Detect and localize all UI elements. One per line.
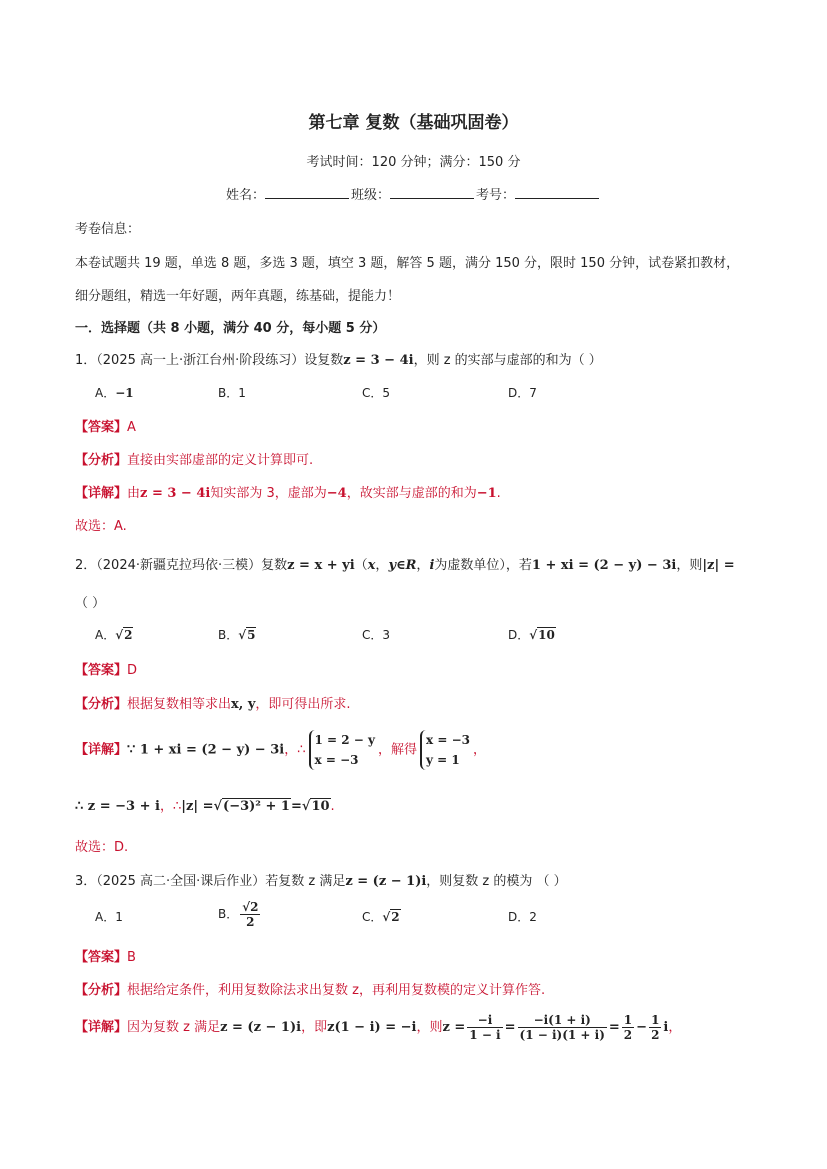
q1-analysis: 【分析】直接由实部虚部的定义计算即可. [75,453,314,468]
q3-option-d[interactable]: D．2 [508,910,537,924]
exam-time-info: 考试时间：120 分钟；满分：150 分 [306,155,521,170]
q3-option-c[interactable]: C．√2 [362,910,400,924]
q2-system-2: x = −3 y = 1 [420,730,470,770]
q2-system-1: 1 = 2 − y x = −3 [309,730,376,770]
student-info-row [0,184,827,203]
q2-option-c[interactable]: C．3 [362,628,391,642]
number-blank[interactable] [515,186,599,199]
q2-option-d[interactable]: D．√10 [508,628,555,642]
q1-option-a[interactable]: A．−1 [95,386,134,400]
section-title: 一．选择题（共 8 小题，满分 40 分，每小题 5 分） [75,321,386,336]
q2-detail: 【详解】∵ 1 + xi = (2 − y) − 3i，∴ 1 = 2 − y x = −3 ，解得 x = −3 y = 1 ， [75,730,486,770]
q3-analysis: 【分析】根据给定条件，利用复数除法求出复数 z，再利用复数模的定义计算作答. [75,983,546,998]
q2-analysis: 【分析】根据复数相等求出x, y，即可得出所求. [75,697,351,712]
q3-stem: 3．（2025 高二·全国·课后作业）若复数 z 满足z = (z − 1)i，则复数 z 的模为 （ ） [75,874,567,889]
q2-paren: （ ） [75,596,106,611]
q2-answer: 【答案】D [75,663,138,678]
number-label: 考号： [476,188,516,203]
q1-equation: z = 3 − 4i [343,353,414,368]
q1-option-c[interactable]: C．5 [362,386,391,400]
q1-option-d[interactable]: D．7 [508,386,537,400]
intro-line-2: 细分题组，精选一年好题，两年真题，练基础，提能力！ [75,289,401,304]
q3-option-a[interactable]: A．1 [95,910,123,924]
q3-option-b[interactable]: B． $\frac{√2}{2}$ [218,900,259,929]
q3-answer: 【答案】B [75,950,136,965]
q3-detail: 【详解】因为复数 z 满足z = (z − 1)i，即z(1 − i) = −i，则z = $\frac{-i}{1 - i}$ = $\frac{-i(1 + i)}{(1 - i)(1 + i)}$ = $\frac{1}{2}$ − $\frac{1}{2}$ i， [75,1013,682,1042]
page-title: 第七章 复数（基础巩固卷） [308,113,519,133]
intro-line-1: 本卷试题共 19 题，单选 8 题，多选 3 题，填空 3 题，解答 5 题，满分 150 分，限时 150 分钟，试卷紧扣教材， [75,256,740,271]
q2-option-b[interactable]: B．√5 [218,628,256,642]
q2-stem: 2．（2024·新疆克拉玛依·三模）复数z = x + yi（x，y∈R，i为虚数单位），若1 + xi = (2 − y) − 3i，则|z| = [75,558,735,573]
q2-detail-2: ∴ z = −3 + i，∴|z| =√(−3)² + 1=√10. [75,799,335,814]
q1-stem: 1．（2025 高一上·浙江台州·阶段练习）设复数z = 3 − 4i，则 z 的实部与虚部的和为（ ） [75,353,602,368]
q1-choice: 故选：A. [75,519,127,534]
q1-detail: 【详解】由z = 3 − 4i知实部为 3，虚部为−4，故实部与虚部的和为−1. [75,486,501,501]
name-label: 姓名： [225,188,265,203]
q2-option-a[interactable]: A．√2 [95,628,133,642]
q2-choice: 故选：D. [75,840,129,855]
name-blank[interactable] [265,186,349,199]
class-label: 班级： [350,188,390,203]
class-blank[interactable] [390,186,474,199]
intro-heading: 考卷信息： [75,222,141,237]
q1-option-b[interactable]: B．1 [218,386,246,400]
q1-answer: 【答案】A [75,420,136,435]
